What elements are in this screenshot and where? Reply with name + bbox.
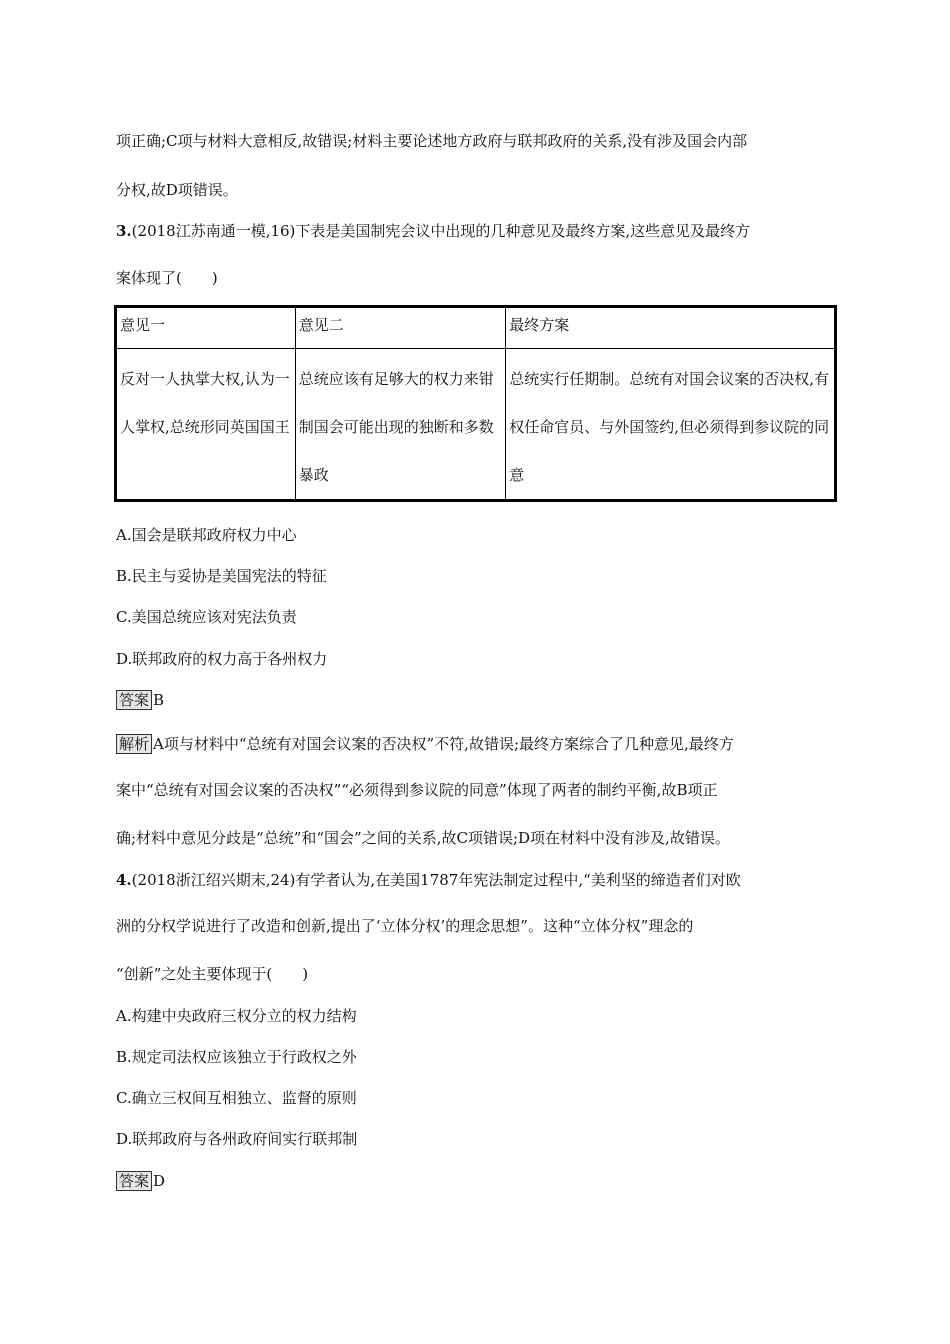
q4-answer — [116, 1171, 165, 1191]
q3-option-a: A.国会是联邦政府权力中心 — [116, 526, 297, 544]
q3-stem-line-1 — [116, 221, 750, 241]
q3-answer — [116, 690, 164, 710]
q4-stem-line-1 — [116, 870, 741, 890]
q4-option-b: B.规定司法权应该独立于行政权之外 — [116, 1048, 357, 1066]
table-header-cell: 意见二 — [295, 307, 506, 349]
q3-stem-text: (2018江苏南通一模,16)下表是美国制宪会议中出现的几种意见及最终方案,这些意见及最终方 — [131, 222, 751, 240]
q4-stem-text: (2018浙江绍兴期末,24)有学者认为,在美国1787年宪法制定过程中,“美利坚的缔造者们对欧 — [131, 871, 741, 889]
q3-analysis-line-2: 案中“总统有对国会议案的否决权”“必须得到参议院的同意”体现了两者的制约平衡,故B项正 — [116, 781, 718, 799]
analysis-tag: 解析 — [116, 734, 152, 754]
q3-option-b: B.民主与妥协是美国宪法的特征 — [116, 567, 327, 585]
table-cell: 反对一人执掌大权,认为一人掌权,总统形同英国国王 — [116, 349, 296, 501]
analysis-text: A项与材料中“总统有对国会议案的否决权”不符,故错误;最终方案综合了几种意见,最终方 — [153, 735, 734, 753]
q4-option-d: D.联邦政府与各州政府间实行联邦制 — [116, 1130, 358, 1148]
q3-analysis-line-1 — [116, 734, 734, 754]
table-cell: 总统应该有足够大的权力来钳制国会可能出现的独断和多数暴政 — [295, 349, 506, 501]
q4-number: 4. — [116, 871, 132, 889]
answer-tag: 答案 — [116, 690, 152, 710]
q4-option-c: C.确立三权间互相独立、监督的原则 — [116, 1089, 357, 1107]
q4-stem-line-3: “创新”之处主要体现于( ) — [116, 965, 309, 983]
table-cell: 总统实行任期制。总统有对国会议案的否决权,有权任命官员、与外国签约,但必须得到参议院的同意 — [506, 349, 836, 501]
q3-analysis-line-3: 确;材料中意见分歧是“总统”和“国会”之间的关系,故C项错误;D项在材料中没有涉及,故错误。 — [116, 829, 730, 847]
q3-stem-line-2: 案体现了( ) — [116, 269, 218, 287]
q3-option-c: C.美国总统应该对宪法负责 — [116, 608, 297, 626]
table-header-cell: 意见一 — [116, 307, 296, 349]
answer-value: B — [153, 691, 165, 709]
table-header-row — [116, 307, 836, 349]
q3-option-d: D.联邦政府的权力高于各州权力 — [116, 650, 328, 668]
table-header-cell: 最终方案 — [506, 307, 836, 349]
q3-number: 3. — [116, 222, 132, 240]
q4-option-a: A.构建中央政府三权分立的权力结构 — [116, 1007, 357, 1025]
intro-line-1: 项正确;C项与材料大意相反,故错误;材料主要论述地方政府与联邦政府的关系,没有涉及国会内部 — [116, 132, 748, 150]
q3-table — [114, 305, 837, 502]
table-row — [116, 349, 836, 501]
intro-line-2: 分权,故D项错误。 — [116, 181, 238, 199]
answer-tag: 答案 — [116, 1171, 152, 1191]
q4-stem-line-2: 洲的分权学说进行了改造和创新,提出了‘立体分权’的理念思想”。这种“立体分权”理念的 — [116, 917, 694, 935]
answer-value: D — [153, 1172, 166, 1190]
